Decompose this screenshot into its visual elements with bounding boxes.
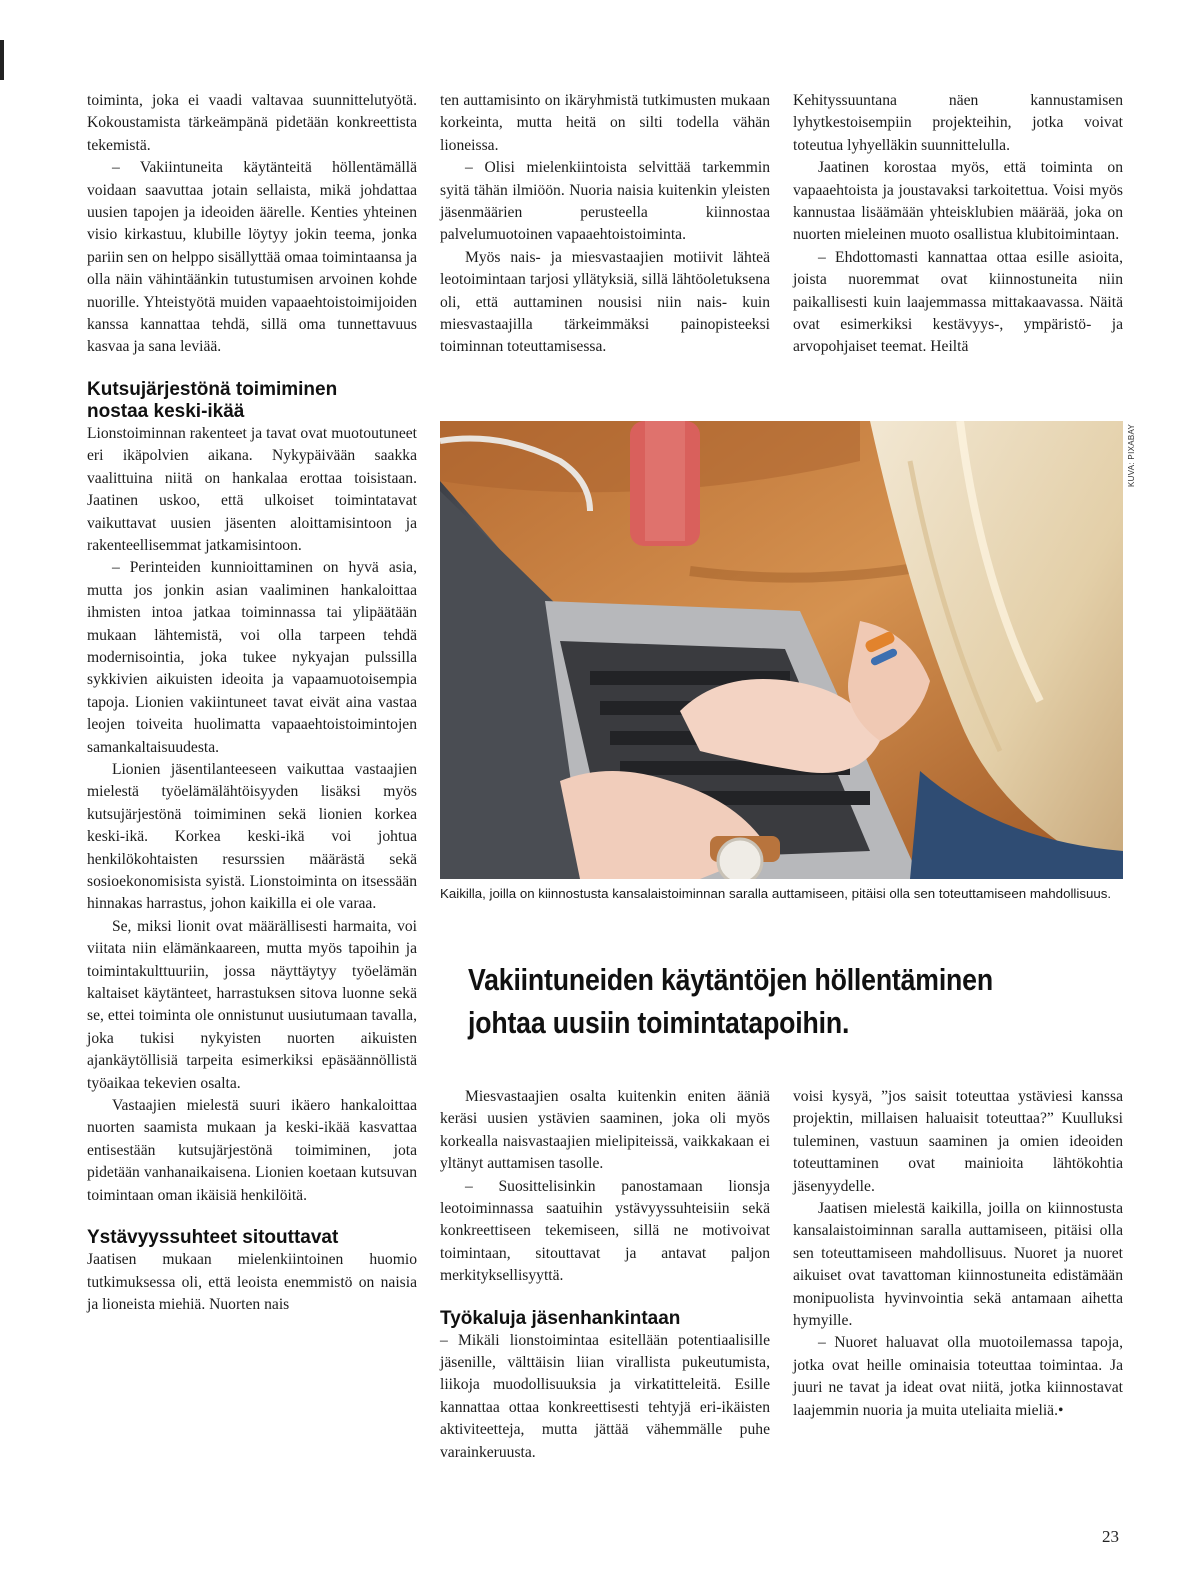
paragraph: voisi kysyä, ”jos saisit toteuttaa ystäviesi kanssa projektin, millaisen haluaisit toteuttaa?” Kuulluksi tuleminen, vastuun saaminen ja omien ideoiden toteuttaminen ovat mainioita lähtökohtia jäsenyydelle. (793, 1088, 1123, 1195)
page-number: 23 (1102, 1527, 1119, 1546)
pull-quote-line: johtaa uusiin toimintatapoihin. (468, 1005, 850, 1040)
paragraph: – Ehdottomasti kannattaa ottaa esille asioita, joista nuoremmat ovat kiinnostuneita niin paikallisesti kuin laajemmassa mittakaavassa. Näitä ovat esimerkiksi kestävyys-, ympäristö- ja arvopohjaiset teemat. Heiltä (793, 248, 1123, 356)
paragraph: – Vakiintuneita käytänteitä höllentämällä voidaan saavuttaa jotain sellaista, mikä johdattaa uusien tapojen ja ideoiden äärelle. Kenties yhteinen visio kirkastuu, klubille löytyy jokin teema, jonka pariin sen on helppo sisällyttää omaa toimintaansa ja olla näin vähintäänkin tutustumisen arvoinen kohde nuorille. Yhteistyötä muiden vapaaehtoistoimijoiden kanssa kannattaa tehdä, sillä oma tunnettavuus kasvaa ja sana leviää. (87, 159, 417, 356)
pull-quote (468, 958, 1104, 1044)
paragraph: toiminta, joka ei vaadi valtavaa suunnittelutyötä. Kokoustamista tärkeämpänä pidetään konkreettista tekemistä. (87, 92, 417, 154)
paragraph: – Nuoret haluavat olla muotoilemassa tapoja, jotka ovat heille ominaisia toteuttaa toimintaa. Ja juuri ne tavat ja ideat ovat niitä, jotka kiinnostavat laajemmin nuoria ja muita uteliaita mieliä.• (793, 1334, 1123, 1419)
paragraph: – Mikäli lionstoimintaa esitellään potentiaalisille jäsenille, välttäisin liian virallista pukeutumista, liikoja muodollisuuksia ja virkatitteleitä. Esille kannattaa ottaa konkreettisesti tehtyjä eri-ikäisten aktiviteetteja, mutta jättää vähemmälle puhe varainkeruusta. (440, 1331, 770, 1461)
paragraph: Jaatinen korostaa myös, että toiminta on vapaaehtoista ja joustavaksi tarkoitettua. Voisi myös kannustaa lisäämään yhteisklubien määrää, joka on nuorten mieleinen muoto osallistua klubitoimintaan. (793, 159, 1123, 244)
column-3-bottom (793, 1086, 1123, 1422)
section-heading: Ystävyyssuhteet sitouttavat (87, 1227, 339, 1249)
section-heading: Kutsujärjestönä toimiminen nostaa keski-ikää (87, 378, 338, 422)
paragraph: Jaatisen mielestä kaikilla, joilla on kiinnostusta kansalaistoiminnan saralla auttamiseen, pitäisi olla sen toteuttamiseen mahdollisuus. Nuoret ja nuoret aikuiset ovat tavattoman kiinnostuneita edistämään monipuolista hyvinvointia sekä antamaan aihetta hymyille. (793, 1200, 1123, 1330)
paragraph: Vastaajien mielestä suuri ikäero hankaloittaa nuorten saamista mukaan ja keski-ikää kasvattaa entisestään kutsujärjestönä toimiminen, jota pidetään vanhanaikaisena. Lionien koetaan kutsuvan toimintaan oman ikäisiä henkilöitä. (87, 1097, 417, 1204)
photo-illustration (440, 421, 1123, 879)
section-heading: Työkaluja jäsenhankintaan (440, 1307, 681, 1329)
paragraph: Lionstoiminnan rakenteet ja tavat ovat muotoutuneet eri ikäpolvien aikana. Nykypäivään saakka vaalittuina niitä on hankalaa erottaa toisistaan. Jaatinen uskoo, että ulkoiset toimintatavat vaikuttavat uusien jäsenten aloittamisintoon ja rakenteellisemmat jatkamisintoon. (87, 424, 417, 554)
column-2-top (440, 90, 770, 359)
column-1 (87, 90, 417, 1316)
pull-quote-line: Vakiintuneiden käytäntöjen höllentäminen (468, 962, 993, 997)
paragraph: – Perinteiden kunnioittaminen on hyvä asia, mutta jos jonkin asian vaaliminen hankaloittaa ihmisten intoa jatkaa toiminnassa tai ylipäätään mukaan lähtemistä, voi olla tarpeen tehdä modernisointia, joka tukee nykyajan pulssilla sykkivien aikuisten ideoita ja vapaamuotoisempia tapoja. Lionien vakiintuneet tavat eivät aina vastaa leojen toiveita huolimatta vapaaehtoistoimintojen samankaltaisuudesta. (87, 559, 417, 756)
paragraph: Miesvastaajien osalta kuitenkin eniten ääniä keräsi uusien ystävien saaminen, joka oli myös korkealla naisvastaajien mielipiteissä, vaikkakaan ei yltänyt auttamisen tasolle. (440, 1088, 770, 1173)
column-3-top (793, 90, 1123, 359)
paragraph: Lionien jäsentilanteeseen vaikuttaa vastaajien mielestä työelämälähtöisyyden lisäksi myös kutsujärjestönä toimiminen sekä lionien korkea keski-ikä. Korkea keski-ikä voi johtua henkilökohtaisten resurssien määrästä sekä sosioekonomisista syistä. Lionstoiminta on itsessään hinnakas harrastus, johon kaikilla ei ole varaa. (87, 760, 417, 913)
laptop-photo (440, 421, 1123, 879)
paragraph: – Suosittelisinkin panostamaan lionsja leotoiminnassa saatuihin ystävyyssuhteisiin sekä konkreettiseen tekemiseen, sillä ne motivoivat toimintaan, sitouttavat ja antavat paljon merkityksellisyyttä. (440, 1177, 770, 1285)
paragraph: Jaatisen mukaan mielenkiintoinen huomio tutkimuksessa oli, että leoista enemmistö on naisia ja lioneista miehiä. Nuorten nais (87, 1251, 417, 1313)
photo-credit: KUVA: PIXABAY (1127, 423, 1136, 487)
paragraph: Se, miksi lionit ovat määrällisesti harmaita, voi viitata niin elämänkaareen, mutta myös tapoihin ja toimintakulttuuriin, jossa näyttäytyy työelämän kaltaiset käytänteet, harrastuksen sitova luonne sekä se, ettei toiminta ole onnistunut uusiutumaan tavalla, joka tukisi nykyisten nuorten aikuisten ajankäytöllisiä tarpeita esimerkiksi epäsäännöllistä työaikaa tekevien osalta. (87, 917, 417, 1092)
paragraph: Kehityssuuntana näen kannustamisen lyhytkestoisempiin projekteihin, jotka voivat toteutua lyhyelläkin suunnittelulla. (793, 92, 1123, 154)
photo-caption: Kaikilla, joilla on kiinnostusta kansalaistoiminnan saralla auttamiseen, pitäisi olla sen toteuttamiseen mahdollisuus. (440, 886, 1112, 901)
column-2-bottom (440, 1086, 770, 1464)
page-edge-mark (0, 40, 4, 80)
paragraph: Myös nais- ja miesvastaajien motiivit lähteä leotoimintaan tarjosi yllätyksiä, sillä lähtöoletuksena oli, että auttaminen nousisi niin nais- kuin miesvastaajilla tärkeimmäksi painopisteeksi toiminnan toteuttamisessa. (440, 248, 770, 356)
paragraph: – Olisi mielenkiintoista selvittää tarkemmin syitä tähän ilmiöön. Nuoria naisia kuitenkin yleisten jäsenmäärien perusteella kiinnostaa palvelumuotoinen vapaaehtoistoiminta. (440, 159, 770, 244)
paragraph: ten auttamisinto on ikäryhmistä tutkimusten mukaan korkeinta, mutta heitä on silti todella vähän lioneissa. (440, 92, 770, 154)
